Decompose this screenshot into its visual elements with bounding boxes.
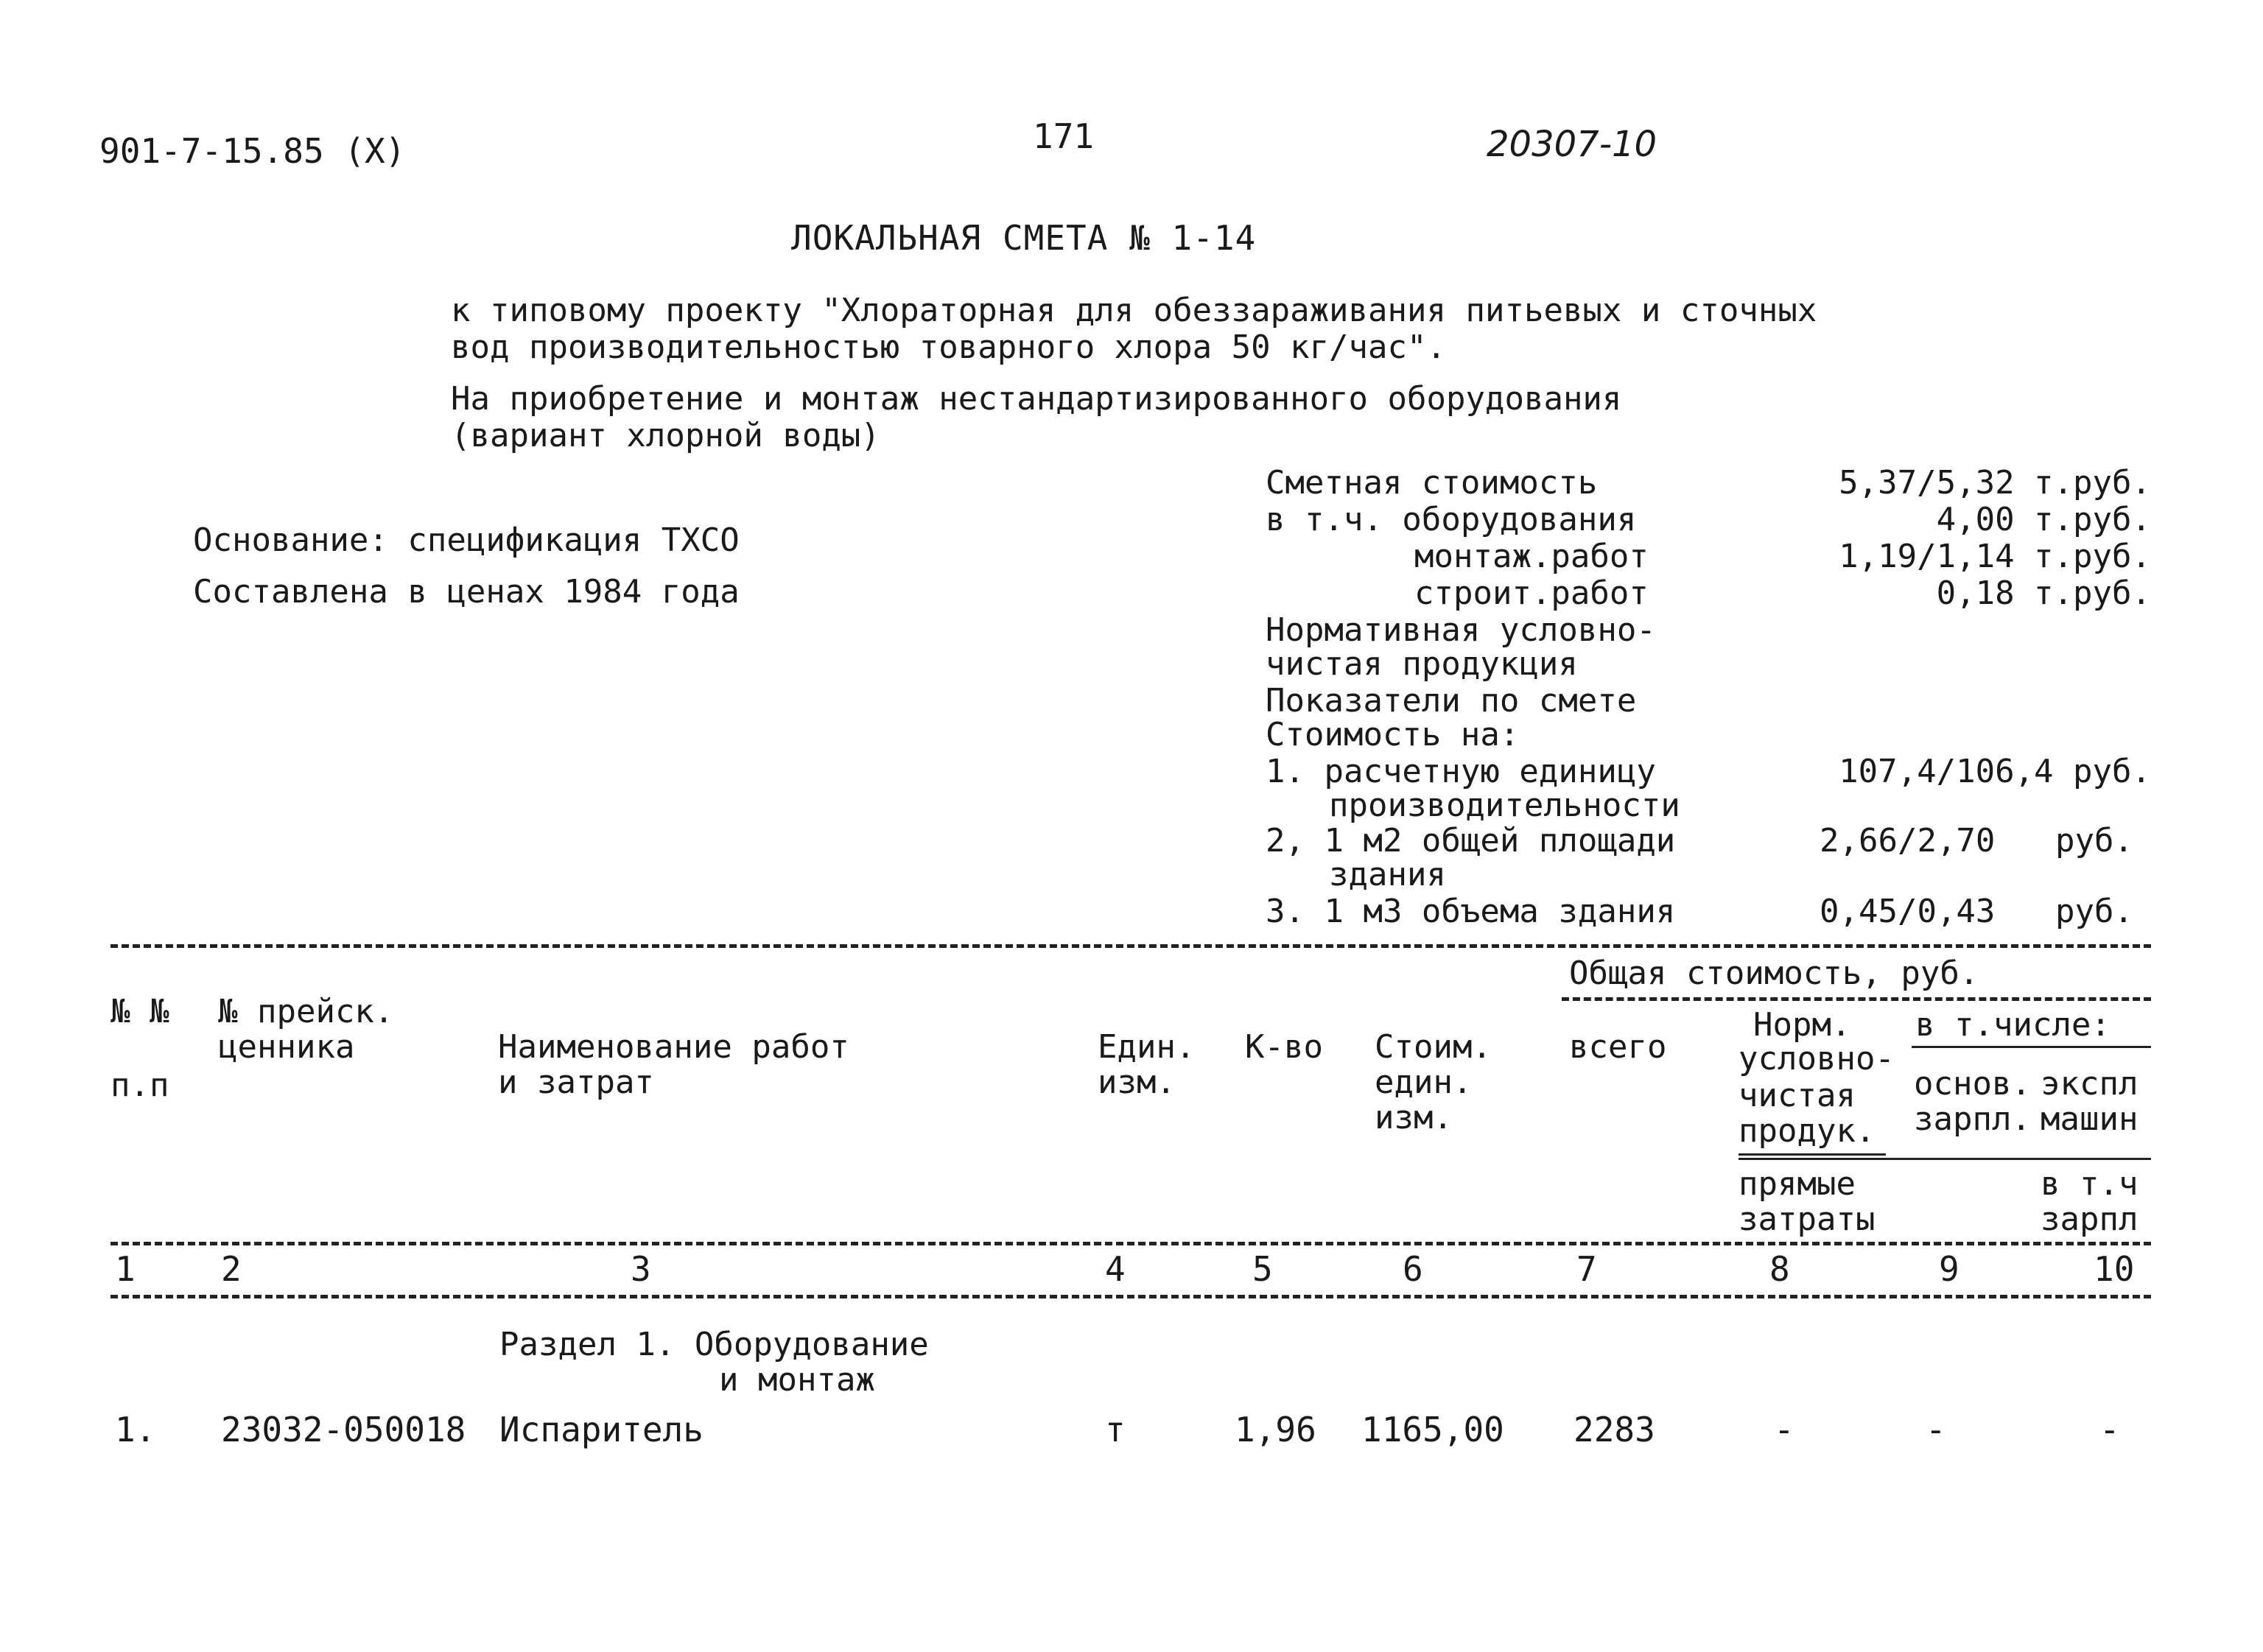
col3-header-a: Наименование работ (498, 1028, 849, 1066)
row-unit: т (1105, 1410, 1126, 1449)
col6-header-c: изм. (1375, 1099, 1453, 1136)
incl-group-rule (1912, 1046, 2151, 1048)
estimated-cost-value: 5,37/5,32 т.руб. (1839, 464, 2151, 502)
subtitle-line-3: На приобретение и монтаж нестандартизированного оборудования (451, 380, 1622, 418)
prices-line: Составлена в ценах 1984 года (193, 573, 740, 611)
col10-header-d: зарпл (2041, 1201, 2139, 1238)
indicator-3-value: 0,45/0,43 (1820, 893, 1996, 930)
table-top-rule (110, 944, 2151, 948)
col8-header-c: чистая (1739, 1077, 1856, 1114)
col8-header-d: продук. (1739, 1112, 1876, 1150)
indicator-2-value: 2,66/2,70 (1820, 822, 1996, 860)
document-code: 901-7-15.85 (X) (99, 131, 406, 171)
subtitle-line-2: вод производительностью товарного хлора 50 кг/час". (451, 328, 1447, 366)
section-title-line-2: и монтаж (719, 1361, 875, 1399)
subtitle-line-4: (вариант хлорной воды) (451, 417, 880, 454)
column-number: 5 (1252, 1249, 1273, 1289)
row-number: 1. (115, 1410, 156, 1449)
indicator-2-line-2: здания (1329, 856, 1446, 893)
indicator-2-line-1: 2, 1 м2 общей площади (1266, 822, 1676, 860)
column-numbers-bottom-rule (110, 1295, 2151, 1298)
col8-header-b: условно- (1739, 1040, 1895, 1078)
row-unit-cost: 1165,00 (1361, 1410, 1504, 1449)
row-machine-operation: - (2099, 1410, 2120, 1449)
col8-header-e: прямые (1739, 1165, 1856, 1203)
indicator-1-line-2: производительности (1329, 787, 1680, 824)
install-label: монтаж.работ (1414, 538, 1649, 575)
col8-header-underline (1739, 1153, 1886, 1156)
col4-header-a: Един. (1098, 1028, 1196, 1066)
total-cost-group-label: Общая стоимость, руб. (1569, 955, 1979, 992)
col10-header-a: экспл (2041, 1065, 2139, 1103)
col7-header: всего (1569, 1028, 1667, 1066)
row-base-salary: - (1926, 1410, 1946, 1449)
document-title: ЛОКАЛЬНАЯ СМЕТА № 1-14 (791, 218, 1257, 258)
column-number: 4 (1105, 1249, 1126, 1289)
col10-header-c: в т.ч (2041, 1165, 2139, 1203)
section-title-line-1: Раздел 1. Оборудование (499, 1326, 929, 1363)
normative-line-1: Нормативная условно- (1266, 611, 1656, 649)
cost-on-label: Стоимость на: (1266, 716, 1520, 753)
column-number: 8 (1769, 1249, 1790, 1289)
build-value: 0,18 т.руб. (1936, 574, 2151, 612)
column-number: 9 (1939, 1249, 1959, 1289)
col2-header-b: ценника (218, 1028, 355, 1066)
col3-header-b: и затрат (498, 1064, 654, 1101)
subtitle-line-1: к типовому проекту "Хлораторная для обеззараживания питьевых и сточных (451, 292, 1817, 329)
row-norm-product: - (1774, 1410, 1794, 1449)
column-number: 7 (1576, 1249, 1597, 1289)
indicator-2-unit: руб. (2055, 822, 2133, 860)
col10-header-b: машин (2041, 1100, 2139, 1138)
col1-header-b: п.п (110, 1066, 169, 1104)
indicator-3-line: 3. 1 м3 объема здания (1266, 893, 1676, 930)
col4-header-b: изм. (1098, 1064, 1176, 1101)
handwritten-code: 20307-10 (1487, 124, 1657, 165)
col9-header-b: зарпл. (1914, 1100, 2031, 1138)
col2-header-a: № прейск. (218, 993, 394, 1030)
row-price-code: 23032-050018 (221, 1410, 466, 1449)
column-number: 1 (115, 1249, 136, 1289)
column-numbers-top-rule (110, 1242, 2151, 1245)
indicator-1-line-1: 1. расчетную единицу (1266, 753, 1656, 790)
page-number: 171 (1033, 116, 1095, 156)
total-cost-group-rule (1562, 997, 2151, 1001)
row-name: Испаритель (499, 1410, 704, 1449)
column-number: 3 (631, 1249, 651, 1289)
header-sub-rule (1739, 1158, 2151, 1160)
column-number: 2 (221, 1249, 242, 1289)
incl-group-label: в т.числе: (1915, 1006, 2111, 1044)
normative-line-2: чистая продукция (1266, 645, 1578, 683)
estimated-cost-label: Сметная стоимость (1266, 464, 1598, 502)
equipment-value: 4,00 т.руб. (1936, 501, 2151, 538)
indicator-3-unit: руб. (2055, 893, 2133, 930)
col8-header-a: Норм. (1753, 1006, 1851, 1044)
col1-header-a: № № (110, 993, 169, 1030)
row-quantity: 1,96 (1235, 1410, 1316, 1449)
indicator-1-value: 107,4/106,4 руб. (1839, 753, 2151, 790)
col9-header-a: основ. (1914, 1065, 2031, 1103)
equipment-label: в т.ч. оборудования (1266, 501, 1637, 538)
col6-header-a: Стоим. (1375, 1028, 1492, 1066)
col8-header-f: затраты (1739, 1201, 1876, 1238)
col5-header: К-во (1245, 1028, 1323, 1066)
column-number: 10 (2094, 1249, 2135, 1289)
install-value: 1,19/1,14 т.руб. (1839, 538, 2151, 575)
basis-line: Основание: спецификация ТХСО (193, 521, 740, 559)
column-number: 6 (1403, 1249, 1423, 1289)
build-label: строит.работ (1414, 574, 1649, 612)
col6-header-b: един. (1375, 1064, 1473, 1101)
row-total: 2283 (1573, 1410, 1655, 1449)
indicators-label: Показатели по смете (1266, 682, 1637, 720)
